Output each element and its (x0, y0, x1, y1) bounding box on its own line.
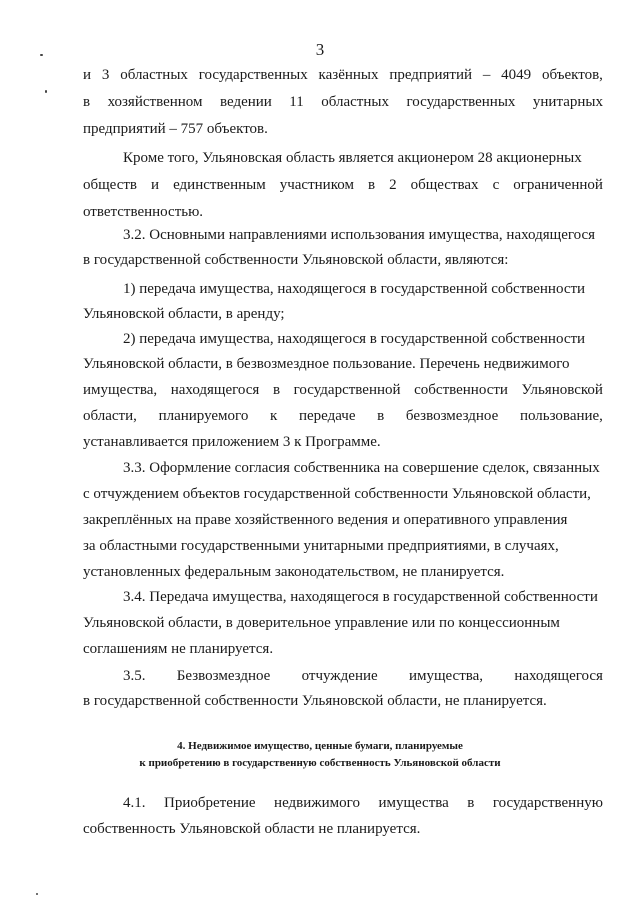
word: в (83, 94, 91, 110)
text-line (83, 692, 547, 710)
scan-speck (45, 90, 47, 93)
line-text: устанавливается приложением 3 к Программе. (83, 434, 381, 450)
word: недвижимого (274, 795, 360, 811)
word: государственную (492, 795, 603, 811)
word: государственной (293, 382, 401, 398)
line-text: 3.4. Передача имущества, находящегося в государственной собственности (123, 589, 598, 605)
text-line (83, 485, 591, 503)
text-line (83, 511, 567, 529)
line-text: 3.3. Оформление согласия собственника на совершение сделок, связанных (123, 460, 600, 476)
text-line (123, 280, 585, 298)
word: предприятий (389, 67, 472, 83)
word: имущества (378, 795, 449, 811)
word: единственным (173, 177, 266, 193)
text-line (83, 433, 381, 451)
line-text: Ульяновской области, в безвозмездное пользование. Перечень недвижимого (83, 356, 570, 372)
text-line (83, 176, 603, 194)
text-line (83, 355, 569, 373)
word: находящегося (514, 668, 603, 684)
text-line (83, 120, 268, 138)
word: 3 (101, 67, 110, 83)
line-text: собственность Ульяновской области не планируется. (83, 821, 421, 837)
word: Приобретение (163, 795, 256, 811)
word: в (367, 177, 376, 193)
scan-speck (40, 54, 43, 56)
word: областных (321, 94, 389, 110)
text-line (83, 640, 273, 658)
line-text: 3.2. Основными направлениями использования имущества, находящегося (123, 227, 596, 243)
word: государственных (406, 94, 516, 110)
text-line (83, 407, 603, 425)
word: с (492, 177, 500, 193)
word: и (151, 177, 160, 193)
text-line (83, 251, 508, 269)
word: имущества, (83, 382, 158, 398)
text-line (123, 459, 600, 477)
line-text: соглашениям не планируется. (83, 641, 274, 657)
line-text: ответственностью. (83, 204, 204, 220)
text-line (83, 305, 285, 323)
word: в (377, 408, 385, 424)
word: планируемого (158, 408, 249, 424)
word: и (83, 67, 92, 83)
word: отчуждение (301, 668, 378, 684)
word: – (482, 67, 491, 83)
word: 4049 (501, 67, 532, 83)
word: обществах (410, 177, 479, 193)
word: передаче (298, 408, 356, 424)
section-heading-line-2: к приобретению в государственную собственность Ульяновской области (139, 757, 501, 769)
word: казённых (318, 67, 379, 83)
line-text: в государственной собственности Ульяновской области, не планируется. (83, 693, 547, 709)
line-text: Ульяновской области, в доверительное управление или по концессионным (83, 615, 560, 631)
line-text: 2) передача имущества, находящегося в государственной собственности (123, 331, 586, 347)
text-line (123, 794, 603, 812)
text-line (83, 66, 603, 84)
text-line (83, 563, 504, 581)
word: в (467, 795, 475, 811)
text-line (123, 588, 598, 606)
word: участником (279, 177, 354, 193)
word: к (269, 408, 278, 424)
word: имущества, (408, 668, 484, 684)
text-line (123, 330, 585, 348)
text-line (83, 93, 603, 111)
word: унитарных (532, 94, 603, 110)
word: государственных (198, 67, 308, 83)
text-line (83, 820, 420, 838)
scan-speck (36, 893, 38, 895)
text-line (83, 203, 203, 221)
text-line (83, 614, 560, 632)
word: ограниченной (513, 177, 603, 193)
line-text: за областными государственными унитарными предприятиями, в случаях, (83, 538, 559, 554)
word: в (272, 382, 281, 398)
text-line (123, 667, 603, 685)
word: 4.1. (123, 795, 146, 811)
word: обществ (83, 177, 138, 193)
text-line (83, 381, 603, 399)
word: области, (83, 408, 137, 424)
word: областных (120, 67, 188, 83)
line-text: закреплённых на праве хозяйственного ведения и оперативного управления (83, 512, 568, 528)
word: безвозмездное (405, 408, 499, 424)
word: 11 (289, 94, 304, 110)
word: пользование, (519, 408, 603, 424)
line-text: с отчуждением объектов государственной собственности Ульяновской области, (83, 486, 591, 502)
word: 2 (389, 177, 397, 193)
word: 3.5. (123, 668, 146, 684)
line-text: 1) передача имущества, находящегося в государственной собственности (123, 281, 586, 297)
text-line (123, 226, 595, 244)
word: Ульяновской (521, 382, 603, 398)
word: Безвозмездное (176, 668, 271, 684)
word: ведении (219, 94, 272, 110)
section-heading-line-1: 4. Недвижимое имущество, ценные бумаги, планируемые (177, 740, 463, 752)
text-line (83, 537, 559, 555)
line-text: установленных федеральным законодательством, не планируется. (83, 564, 505, 580)
text-line (123, 149, 582, 167)
line-text: предприятий – 757 объектов. (83, 121, 268, 137)
line-text: Ульяновской области, в аренду; (83, 306, 285, 322)
line-text: в государственной собственности Ульяновской области, являются: (83, 252, 509, 268)
word: находящегося (170, 382, 260, 398)
word: собственности (414, 382, 508, 398)
line-text: Кроме того, Ульяновская область является акционером 28 акционерных (123, 150, 582, 166)
page-number: 3 (315, 40, 325, 59)
word: хозяйственном (107, 94, 203, 110)
word: объектов, (541, 67, 603, 83)
